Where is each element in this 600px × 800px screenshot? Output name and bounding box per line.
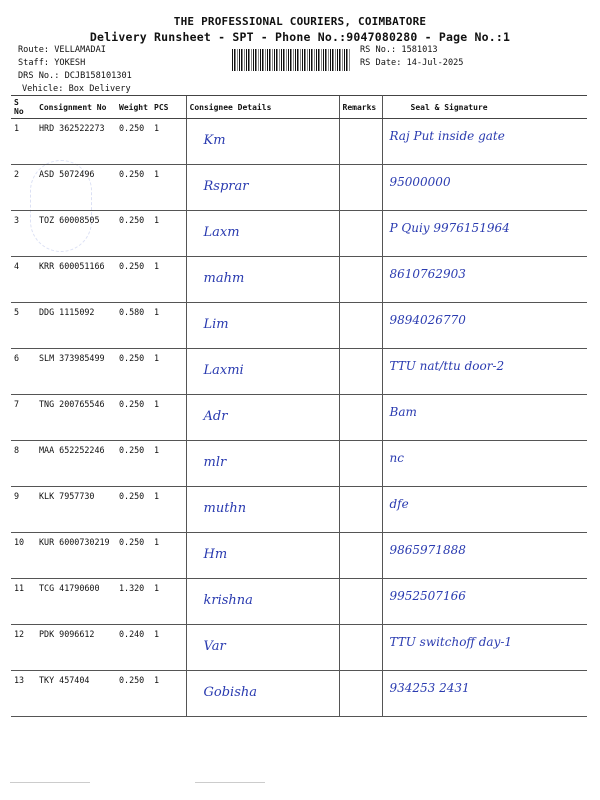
- row-seal-signature-text: Raj Put inside gate: [389, 129, 505, 143]
- row-consignment-no: [36, 487, 116, 533]
- row-sno-text: 3: [14, 215, 20, 225]
- col-sno: S No: [11, 96, 36, 119]
- row-pcs: [151, 349, 186, 395]
- row-consignee: [186, 165, 339, 211]
- row-pcs-text: 1: [154, 675, 160, 685]
- row-weight: [116, 579, 151, 625]
- row-seal-signature: [382, 211, 587, 257]
- row-weight-text: 0.250: [119, 399, 145, 409]
- row-weight-text: 0.250: [119, 123, 145, 133]
- row-sno-text: 2: [14, 169, 20, 179]
- col-weight: Weight: [116, 96, 151, 119]
- row-weight: [116, 487, 151, 533]
- row-consignee-text: mlr: [203, 455, 227, 470]
- row-sno-text: 7: [14, 399, 20, 409]
- table-row: [11, 303, 587, 349]
- row-sno: [11, 119, 36, 165]
- row-pcs: [151, 165, 186, 211]
- row-pcs: [151, 119, 186, 165]
- row-consignee: [186, 257, 339, 303]
- row-consignee: [186, 395, 339, 441]
- row-pcs-text: 1: [154, 123, 160, 133]
- row-pcs-text: 1: [154, 445, 160, 455]
- row-sno: [11, 671, 36, 717]
- row-weight-text: 0.250: [119, 675, 145, 685]
- barcode-image: [232, 49, 350, 71]
- row-pcs-text: 1: [154, 491, 160, 501]
- row-pcs-text: 1: [154, 215, 160, 225]
- row-consignment-no-text: TNG 200765546: [39, 399, 105, 409]
- row-sno: [11, 165, 36, 211]
- row-weight: [116, 625, 151, 671]
- row-sno: [11, 441, 36, 487]
- table-row: [11, 533, 587, 579]
- row-remarks: [339, 487, 382, 533]
- row-consignment-no-text: TKY 457404: [39, 675, 90, 685]
- col-consignee: Consignee Details: [186, 96, 339, 119]
- row-sno: [11, 349, 36, 395]
- table-header-row: [11, 96, 587, 119]
- row-pcs: [151, 579, 186, 625]
- rs-date: RS Date: 14-Jul-2025: [360, 58, 464, 68]
- row-pcs: [151, 441, 186, 487]
- row-seal-signature-text: 9894026770: [389, 313, 466, 327]
- row-sno-text: 9: [14, 491, 20, 501]
- row-consignment-no: [36, 533, 116, 579]
- row-consignee-text: muthn: [203, 501, 247, 516]
- row-remarks: [339, 395, 382, 441]
- row-consignee: [186, 211, 339, 257]
- row-weight-text: 0.250: [119, 491, 145, 501]
- row-weight: [116, 349, 151, 395]
- row-sno-text: 5: [14, 307, 20, 317]
- row-seal-signature: [382, 349, 587, 395]
- row-seal-signature-text: Bam: [389, 405, 417, 419]
- row-consignment-no: [36, 671, 116, 717]
- row-seal-signature: [382, 625, 587, 671]
- row-seal-signature-text: TTU switchoff day-1: [389, 635, 513, 649]
- row-seal-signature: [382, 395, 587, 441]
- row-remarks: [339, 625, 382, 671]
- row-weight: [116, 395, 151, 441]
- row-seal-signature-text: 9865971888: [389, 543, 466, 557]
- row-consignment-no: [36, 579, 116, 625]
- table-row: [11, 579, 587, 625]
- row-pcs: [151, 303, 186, 349]
- row-sno: [11, 257, 36, 303]
- row-weight-text: 0.250: [119, 353, 145, 363]
- row-consignment-no-text: TOZ 60008505: [39, 215, 100, 225]
- row-consignee: [186, 533, 339, 579]
- row-remarks: [339, 533, 382, 579]
- row-remarks: [339, 349, 382, 395]
- row-consignee-text: Laxmi: [203, 363, 244, 378]
- row-weight-text: 0.250: [119, 261, 145, 271]
- row-pcs: [151, 395, 186, 441]
- table-row: [11, 119, 587, 165]
- row-consignee: [186, 119, 339, 165]
- table-row: [11, 441, 587, 487]
- row-sno: [11, 395, 36, 441]
- row-remarks: [339, 303, 382, 349]
- row-consignee: [186, 303, 339, 349]
- row-consignment-no-text: KRR 600051166: [39, 261, 105, 271]
- row-pcs: [151, 487, 186, 533]
- table-row: [11, 487, 587, 533]
- row-consignee: [186, 671, 339, 717]
- row-pcs-text: 1: [154, 261, 160, 271]
- row-consignment-no-text: PDK 9096612: [39, 629, 95, 639]
- row-weight-text: 0.250: [119, 537, 145, 547]
- row-sno: [11, 533, 36, 579]
- row-seal-signature: [382, 119, 587, 165]
- table-row: [11, 211, 587, 257]
- row-consignee-text: Rsprar: [203, 179, 249, 194]
- row-consignment-no: [36, 395, 116, 441]
- row-sno: [11, 303, 36, 349]
- row-pcs: [151, 257, 186, 303]
- row-weight-text: 1.320: [119, 583, 145, 593]
- staff-label: Staff: YOKESH: [18, 58, 86, 68]
- row-consignment-no-text: MAA 652252246: [39, 445, 105, 455]
- row-pcs: [151, 625, 186, 671]
- row-seal-signature-text: TTU nat/ttu door-2: [389, 359, 505, 373]
- row-weight-text: 0.250: [119, 169, 145, 179]
- row-consignee-text: Gobisha: [203, 685, 257, 700]
- row-remarks: [339, 441, 382, 487]
- row-weight: [116, 533, 151, 579]
- row-pcs-text: 1: [154, 169, 160, 179]
- row-sno-text: 12: [14, 629, 25, 639]
- row-pcs-text: 1: [154, 537, 160, 547]
- row-seal-signature: [382, 487, 587, 533]
- row-seal-signature-text: dfe: [389, 497, 409, 511]
- row-consignee-text: Lim: [203, 317, 229, 332]
- row-weight-text: 0.580: [119, 307, 145, 317]
- row-consignee-text: Adr: [203, 409, 228, 424]
- row-consignment-no-text: KLK 7957730: [39, 491, 95, 501]
- row-consignee-text: Var: [203, 639, 226, 654]
- row-seal-signature: [382, 579, 587, 625]
- row-pcs: [151, 533, 186, 579]
- row-seal-signature-text: 8610762903: [389, 267, 466, 281]
- row-consignment-no: [36, 257, 116, 303]
- row-seal-signature: [382, 441, 587, 487]
- row-weight-text: 0.250: [119, 445, 145, 455]
- row-consignee: [186, 349, 339, 395]
- row-consignee: [186, 579, 339, 625]
- row-pcs-text: 1: [154, 583, 160, 593]
- row-weight: [116, 671, 151, 717]
- row-weight: [116, 303, 151, 349]
- row-sno-text: 4: [14, 261, 20, 271]
- row-consignment-no-text: SLM 373985499: [39, 353, 105, 363]
- row-consignment-no-text: DDG 1115092: [39, 307, 95, 317]
- row-seal-signature: [382, 165, 587, 211]
- row-consignment-no: [36, 625, 116, 671]
- row-consignment-no: [36, 211, 116, 257]
- row-sno-text: 8: [14, 445, 20, 455]
- row-sno: [11, 211, 36, 257]
- row-consignee-text: mahm: [203, 271, 245, 286]
- row-consignee: [186, 487, 339, 533]
- row-sno-text: 10: [14, 537, 25, 547]
- row-sno-text: 1: [14, 123, 20, 133]
- row-consignment-no-text: HRD 362522273: [39, 123, 105, 133]
- row-seal-signature: [382, 303, 587, 349]
- runsheet-subtitle: Delivery Runsheet - SPT - Phone No.:9047080280 - Page No.:1: [89, 30, 511, 44]
- row-consignee-text: krishna: [203, 593, 253, 608]
- row-weight: [116, 211, 151, 257]
- row-weight: [116, 441, 151, 487]
- table-row: [11, 395, 587, 441]
- row-consignee-text: Km: [203, 133, 226, 148]
- row-seal-signature: [382, 533, 587, 579]
- table-row: [11, 671, 587, 717]
- vehicle-label: Vehicle: Box Delivery: [22, 84, 131, 94]
- row-sno-text: 11: [14, 583, 25, 593]
- table-row: [11, 257, 587, 303]
- runsheet-title: THE PROFESSIONAL COURIERS, COIMBATORE: [173, 15, 427, 28]
- row-seal-signature: [382, 671, 587, 717]
- footer-divider: [10, 782, 90, 783]
- col-seal: Seal & Signature: [382, 96, 587, 119]
- row-remarks: [339, 165, 382, 211]
- row-remarks: [339, 671, 382, 717]
- col-remarks: Remarks: [339, 96, 382, 119]
- route-label: Route: VELLAMADAI: [18, 45, 106, 55]
- row-seal-signature-text: nc: [389, 451, 404, 465]
- row-consignment-no: [36, 441, 116, 487]
- row-consignment-no-text: TCG 41790600: [39, 583, 100, 593]
- row-weight: [116, 257, 151, 303]
- row-consignee: [186, 625, 339, 671]
- row-consignment-no-text: KUR 6000730219: [39, 537, 110, 547]
- row-seal-signature-text: P Quiy 9976151964: [389, 221, 510, 235]
- row-consignee-text: Laxm: [203, 225, 240, 240]
- table-row: [11, 349, 587, 395]
- row-consignment-no: [36, 165, 116, 211]
- row-pcs-text: 1: [154, 307, 160, 317]
- row-remarks: [339, 579, 382, 625]
- row-consignee: [186, 441, 339, 487]
- table-row: [11, 165, 587, 211]
- row-pcs-text: 1: [154, 399, 160, 409]
- row-consignment-no-text: ASD 5072496: [39, 169, 95, 179]
- row-seal-signature: [382, 257, 587, 303]
- runsheet-table: [11, 95, 587, 717]
- row-remarks: [339, 119, 382, 165]
- row-consignee-text: Hm: [203, 547, 228, 562]
- table-row: [11, 625, 587, 671]
- row-sno: [11, 579, 36, 625]
- row-seal-signature-text: 9952507166: [389, 589, 466, 603]
- footer-divider: [195, 782, 265, 783]
- row-weight-text: 0.240: [119, 629, 145, 639]
- row-pcs-text: 1: [154, 353, 160, 363]
- row-sno-text: 13: [14, 675, 25, 685]
- col-consignment: Consignment No: [36, 96, 116, 119]
- row-pcs-text: 1: [154, 629, 160, 639]
- row-sno: [11, 487, 36, 533]
- col-pcs: PCS: [151, 96, 186, 119]
- row-sno-text: 6: [14, 353, 20, 363]
- row-pcs: [151, 671, 186, 717]
- row-seal-signature-text: 95000000: [389, 175, 451, 189]
- row-remarks: [339, 211, 382, 257]
- row-sno: [11, 625, 36, 671]
- row-consignment-no: [36, 303, 116, 349]
- drs-number: DRS No.: DCJB158101301: [18, 71, 132, 81]
- rs-number: RS No.: 1581013: [360, 45, 438, 55]
- row-pcs: [151, 211, 186, 257]
- row-consignment-no: [36, 349, 116, 395]
- row-consignment-no: [36, 119, 116, 165]
- row-weight: [116, 165, 151, 211]
- row-weight: [116, 119, 151, 165]
- row-weight-text: 0.250: [119, 215, 145, 225]
- row-remarks: [339, 257, 382, 303]
- row-seal-signature-text: 934253 2431: [389, 681, 470, 695]
